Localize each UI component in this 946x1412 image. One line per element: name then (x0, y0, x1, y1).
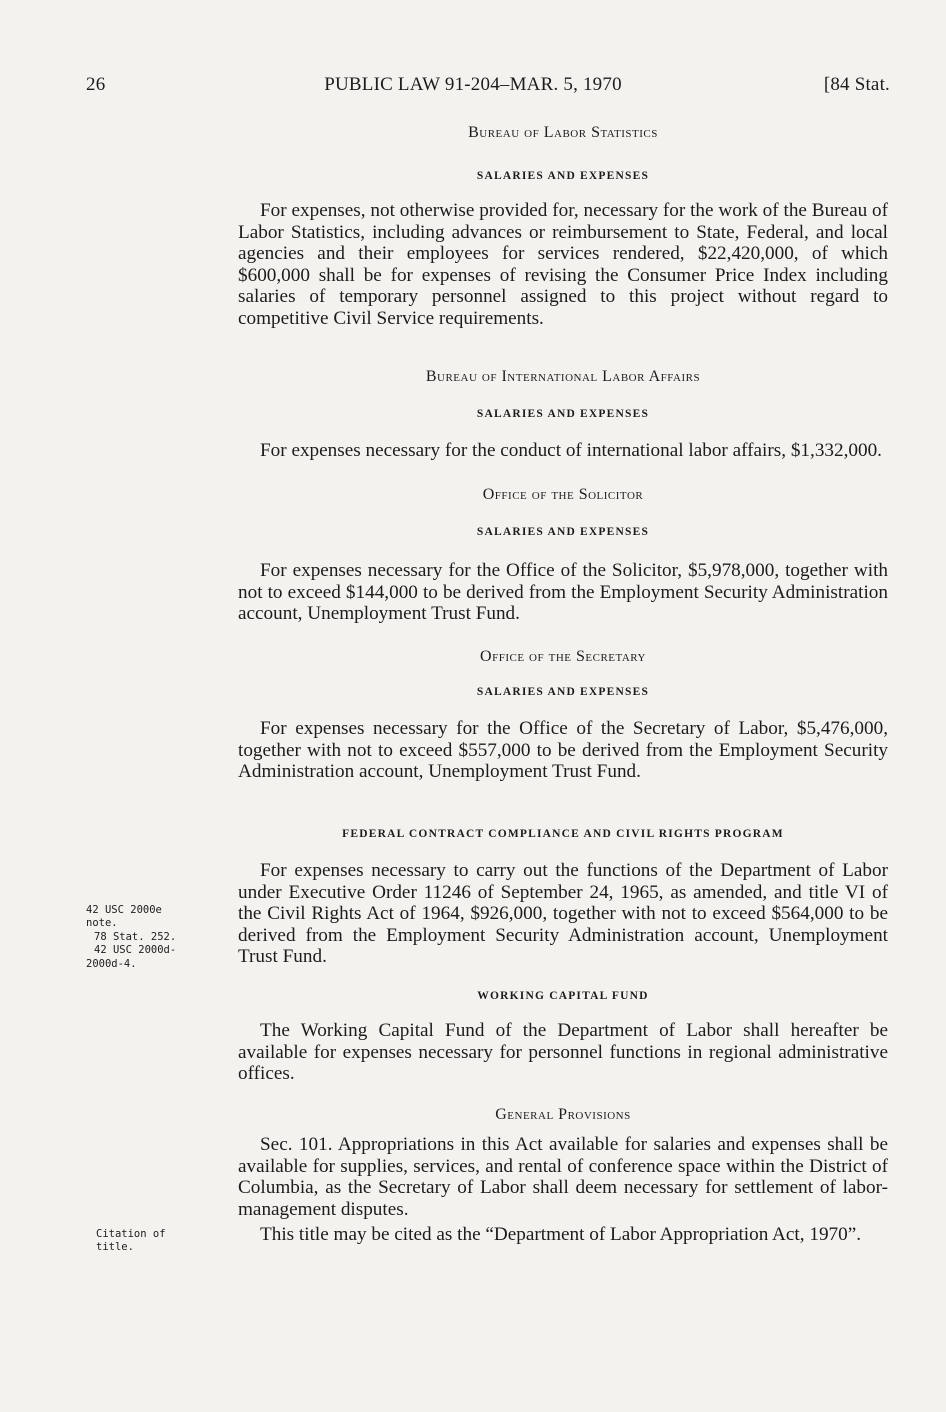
section-heading-bls: Bureau of Labor Statistics (468, 124, 658, 141)
subheading-wcf: WORKING CAPITAL FUND (477, 990, 649, 1002)
paragraph-bls: For expenses, not otherwise provided for, necessary for the work of the Bureau of Labor Statistics, including advances or reimbursement to State, Federal, and local agencies and their employees for services rendered, $22,420,000, of which $600,000 shall be for expenses of revising the Consumer Price Index including salaries of temporary personnel assigned to this project without regard to competitive Civil Service requirements. (238, 200, 888, 329)
subheading-secretary: SALARIES AND EXPENSES (476, 686, 650, 698)
running-header-title: PUBLIC LAW 91-204–MAR. 5, 1970 (324, 74, 622, 95)
paragraph-wcf: The Working Capital Fund of the Department of Labor shall hereafter be available for expenses necessary for personnel functions in regional administrative offices. (238, 1020, 888, 1085)
paragraph-citation: This title may be cited as the “Department of Labor Appropriation Act, 1970”. (260, 1224, 862, 1245)
margin-note-citation (96, 1228, 236, 1255)
paragraph-sec-101: Sec. 101. Appropriations in this Act available for salaries and expenses shall be available for supplies, services, and rental of conference space within the District of Columbia, as the Secretary of Labor shall deem necessary for settlement of labor-management disputes. (238, 1134, 888, 1220)
volume-reference: [84 Stat. (823, 74, 890, 95)
margin-note-line: 2000d-4. (86, 957, 137, 970)
section-heading-secretary: Office of the Secretary (480, 648, 646, 665)
subheading-solicitor: SALARIES AND EXPENSES (476, 526, 650, 538)
section-heading-solicitor: Office of the Solicitor (482, 486, 644, 503)
margin-note-line: 42 USC 2000d- (94, 944, 177, 957)
page-number: 26 (86, 74, 106, 95)
subheading-fccrp: FEDERAL CONTRACT COMPLIANCE AND CIVIL RIGHTS PROGRAM (342, 828, 784, 840)
subheading-ilab: SALARIES AND EXPENSES (476, 408, 650, 420)
paragraph-fccrp: For expenses necessary to carry out the functions of the Department of Labor under Executive Order 11246 of September 24, 1965, as amended, and title VI of the Civil Rights Act of 1964, $926,000, together with not to exceed $564,000 to be derived from the Employment Security Administration account, Unemployment Trust Fund. (238, 860, 888, 968)
margin-note-line: 42 USC 2000e (86, 904, 162, 916)
section-heading-general: General Provisions (495, 1106, 631, 1123)
margin-note-line: Citation of (96, 1228, 166, 1240)
margin-note-civil-rights (86, 904, 226, 971)
paragraph-secretary: For expenses necessary for the Office of the Secretary of Labor, $5,476,000, together with not to exceed $557,000 to be derived from the Employment Security Administration account, Unemployment Trust Fund. (238, 718, 888, 783)
paragraph-ilab: For expenses necessary for the conduct of international labor affairs, $1,332,000. (260, 440, 882, 461)
margin-note-line: note. (86, 917, 118, 930)
section-heading-ilab: Bureau of International Labor Affairs (425, 368, 701, 385)
paragraph-solicitor: For expenses necessary for the Office of the Solicitor, $5,978,000, together with not to exceed $144,000 to be derived from the Employment Security Administration account, Unemployment Trust Fund. (238, 560, 888, 625)
subheading-bls: SALARIES AND EXPENSES (476, 170, 650, 182)
margin-note-line: 78 Stat. 252. (94, 930, 177, 943)
margin-note-line: title. (96, 1241, 134, 1254)
